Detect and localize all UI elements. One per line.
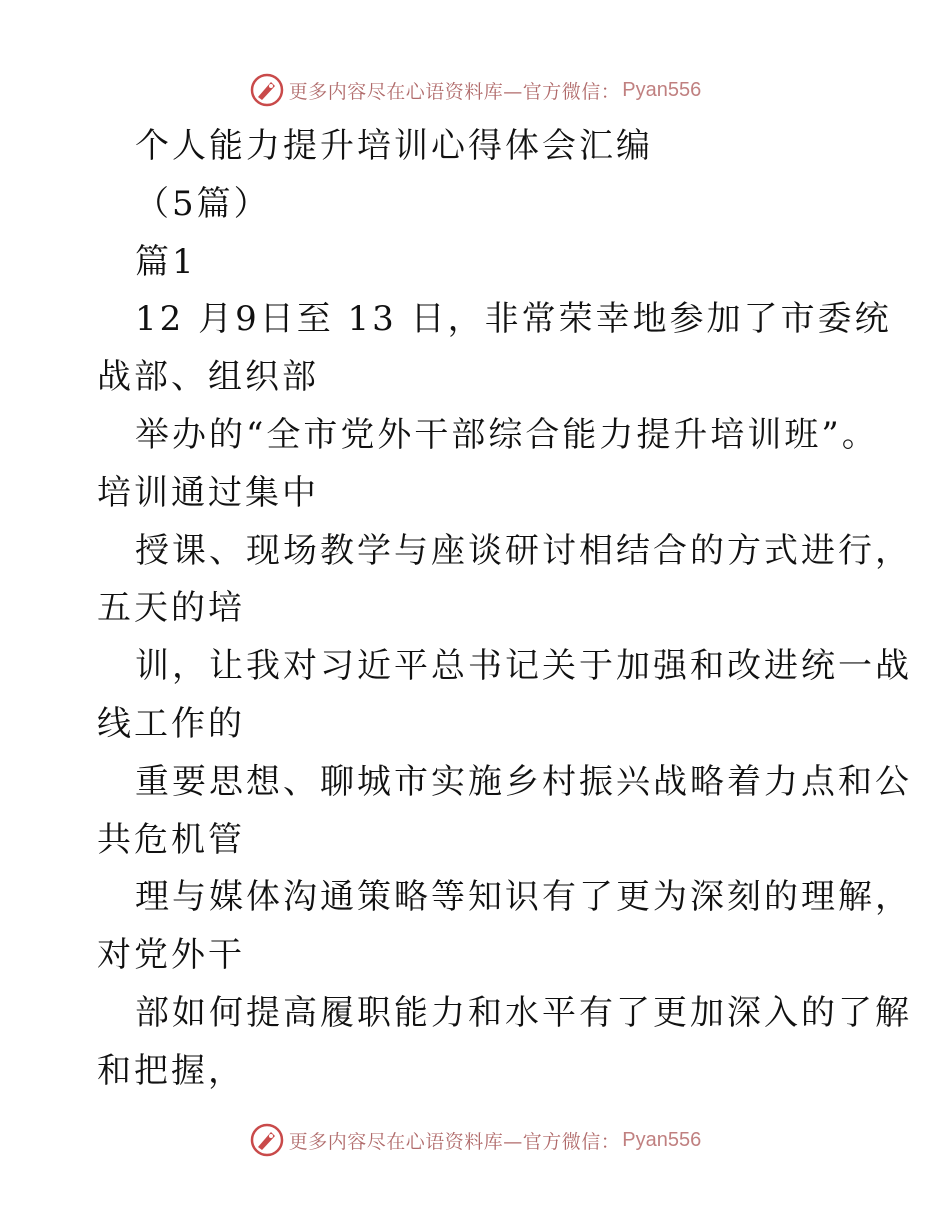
pen-nib-circle-icon <box>249 1122 285 1158</box>
text-line: 举办的“全市党外干部综合能力提升培训班”。 <box>135 414 879 455</box>
text-line: 培训通过集中 <box>97 472 319 513</box>
text-line: 12 月9日至 13 日，非常荣幸地参加了市委统 <box>135 299 892 340</box>
text-line: （5篇） <box>135 183 271 224</box>
text-line: 重要思想、聊城市实施乡村振兴战略着力点和公 <box>135 761 912 802</box>
pen-nib-circle-icon <box>249 72 285 108</box>
text-line: 部如何提高履职能力和水平有了更加深入的了解 <box>135 992 912 1033</box>
text-line: 授课、现场教学与座谈研讨相结合的方式进行， <box>135 530 912 571</box>
watermark-footer <box>0 1120 950 1160</box>
text-line: 训，让我对习近平总书记关于加强和改进统一战 <box>135 646 912 687</box>
watermark-text: 更多内容尽在心语资料库—官方微信： <box>288 80 621 103</box>
watermark-account: Pyan556 <box>622 78 702 101</box>
document-body <box>97 118 912 1101</box>
text-line: 对党外干 <box>97 935 245 976</box>
text-line: 和把握， <box>97 1050 245 1091</box>
watermark-account: Pyan556 <box>622 1128 702 1151</box>
text-line: 理与媒体沟通策略等知识有了更为深刻的理解， <box>135 877 912 918</box>
watermark-text: 更多内容尽在心语资料库—官方微信： <box>288 1130 621 1153</box>
text-line: 五天的培 <box>97 588 245 629</box>
text-line: 共危机管 <box>97 819 245 860</box>
text-line: 篇1 <box>135 241 197 282</box>
document-title: 个人能力提升培训心得体会汇编 <box>135 126 653 166</box>
text-line: 战部、组织部 <box>97 357 319 398</box>
watermark-header <box>0 70 950 110</box>
text-line: 线工作的 <box>97 703 245 744</box>
